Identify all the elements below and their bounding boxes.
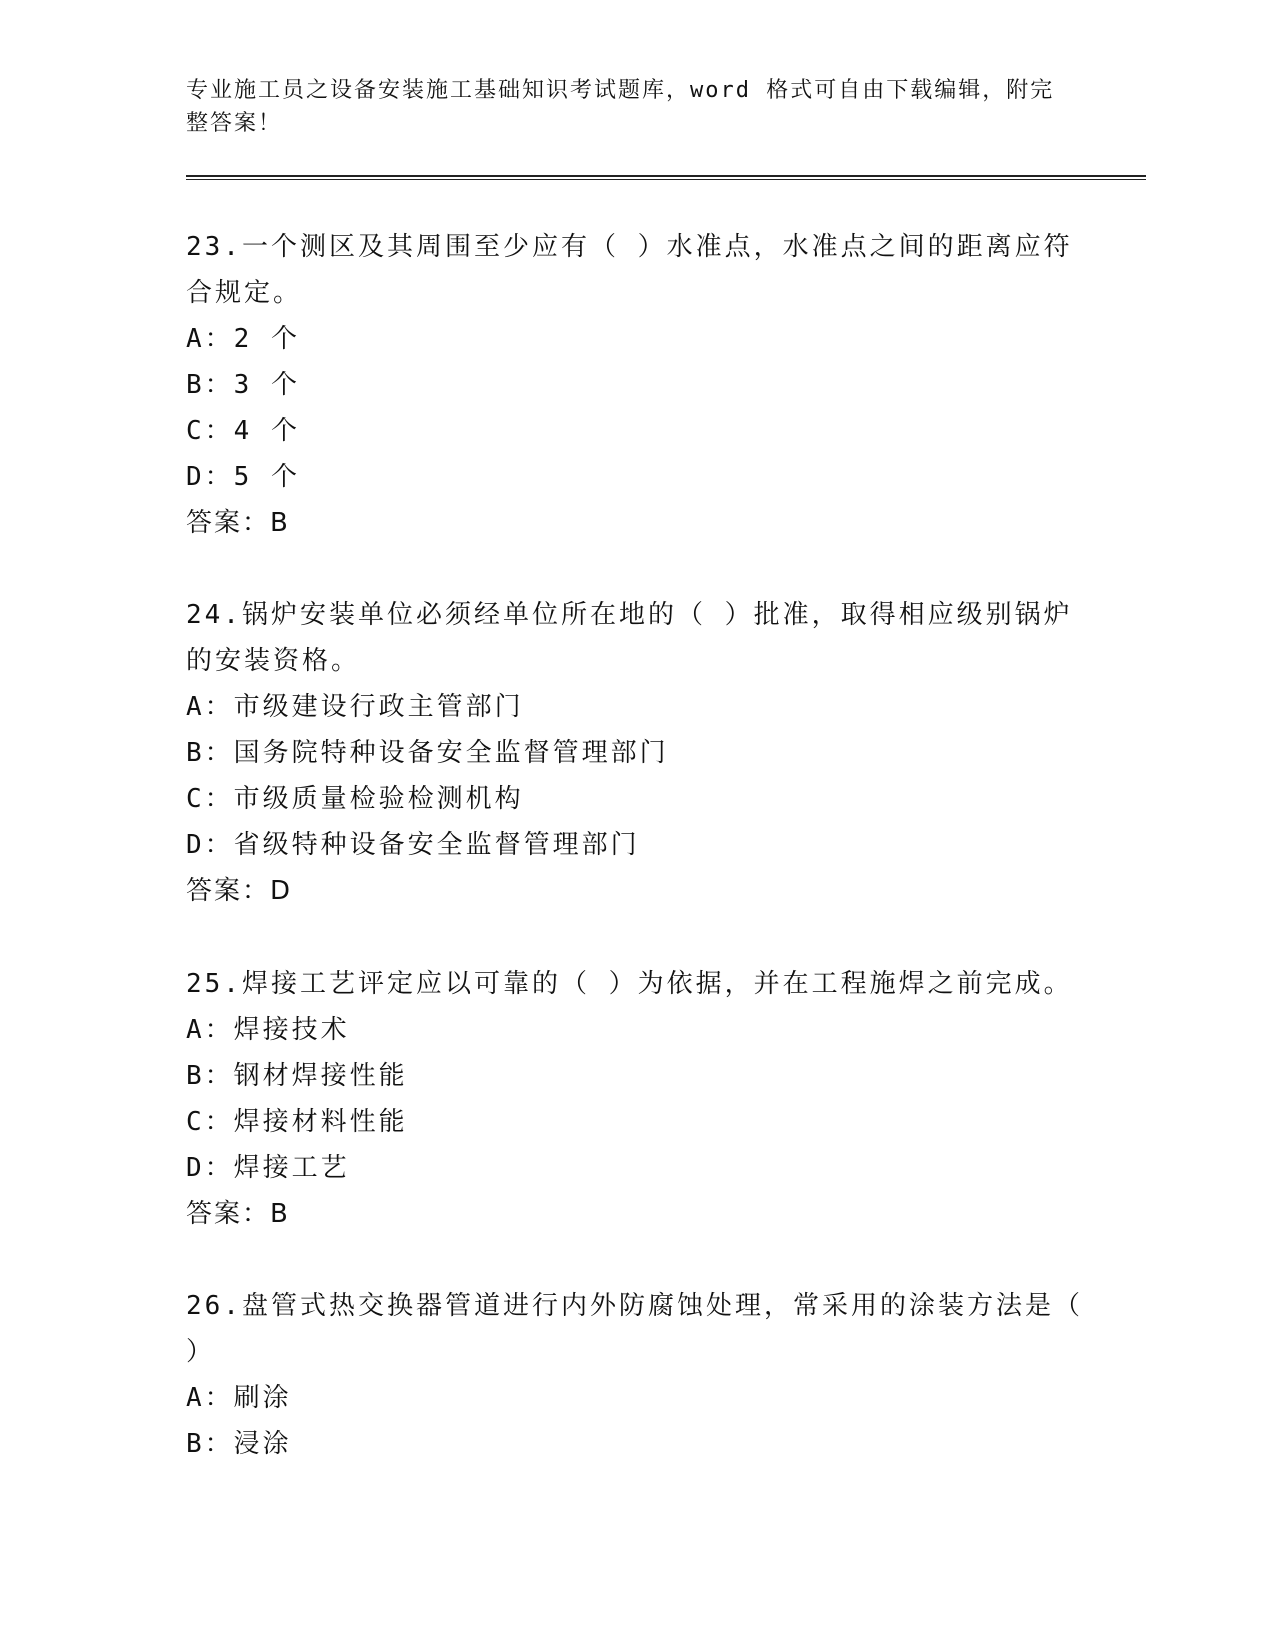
option-a: A：刷涂	[186, 1383, 292, 1413]
answer: 答案：B	[186, 1199, 290, 1229]
option-b: B：3 个	[186, 370, 300, 400]
option-b: B：浸涂	[186, 1429, 292, 1459]
question-25	[186, 961, 1086, 1237]
question-23	[186, 224, 1086, 546]
option-c: C：市级质量检验检测机构	[186, 784, 524, 814]
question-stem: 23.一个测区及其周围至少应有（ ）水准点，水准点之间的距离应符合规定。	[186, 232, 1073, 308]
question-stem: 26.盘管式热交换器管道进行内外防腐蚀处理，常采用的涂装方法是（ ）	[186, 1291, 1083, 1367]
question-stem: 25.焊接工艺评定应以可靠的（ ）为依据，并在工程施焊之前完成。	[186, 969, 1073, 999]
option-c: C：焊接材料性能	[186, 1107, 408, 1137]
option-a: A：2 个	[186, 324, 300, 354]
question-24	[186, 592, 1086, 914]
option-a: A：市级建设行政主管部门	[186, 692, 524, 722]
option-d: D：省级特种设备安全监督管理部门	[186, 830, 640, 860]
option-b: B：钢材焊接性能	[186, 1061, 408, 1091]
option-c: C：4 个	[186, 416, 300, 446]
answer: 答案：B	[186, 508, 290, 538]
option-d: D：5 个	[186, 462, 300, 492]
option-a: A：焊接技术	[186, 1015, 350, 1045]
header-divider	[186, 175, 1146, 180]
question-26	[186, 1283, 1086, 1467]
question-stem: 24.锅炉安装单位必须经单位所在地的（ ）批准，取得相应级别锅炉的安装资格。	[186, 600, 1073, 676]
option-d: D：焊接工艺	[186, 1153, 350, 1183]
answer: 答案：D	[186, 876, 293, 906]
option-b: B：国务院特种设备安全监督管理部门	[186, 738, 669, 768]
document-header: 专业施工员之设备安装施工基础知识考试题库，word 格式可自由下载编辑，附完整答案！	[186, 78, 1055, 136]
